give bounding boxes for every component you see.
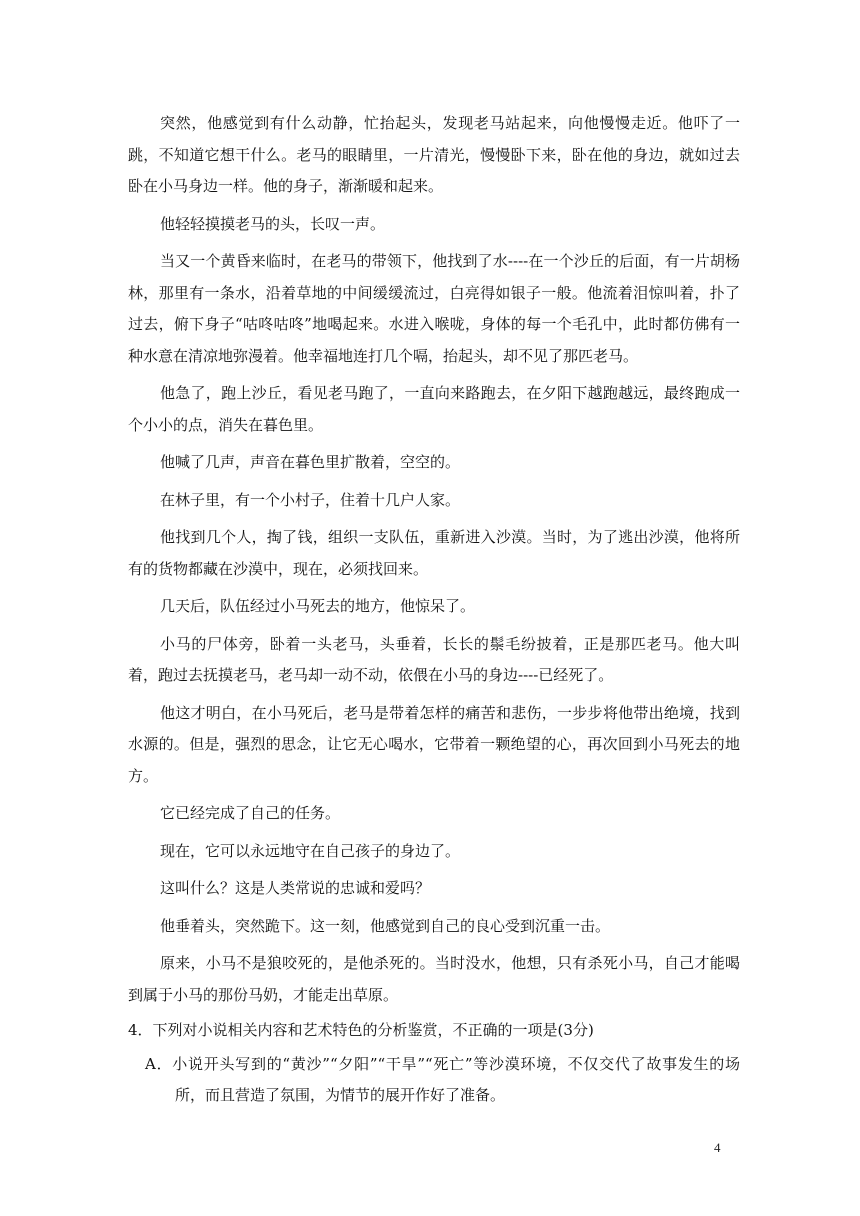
paragraph-11: 它已经完成了自己的任务。 bbox=[160, 804, 341, 822]
page-number: 4 bbox=[714, 1140, 721, 1155]
paragraph-6: 在林子里，有一个小村子，住着十几户人家。 bbox=[160, 490, 461, 509]
option-a: A．小说开头写到的“黄沙”“夕阳”“干旱”“死亡”等沙漠环境，不仅交代了故事发生的场所，而且营造了氛围，为情节的展开作好了准备。 bbox=[145, 1054, 740, 1104]
paragraph-3: 当又一个黄昏来临时，在老马的带领下，他找到了水----在一个沙丘的后面，有一片胡杨林，那里有一条水，沿着草地的中间缓缓流过，白亮得如银子一般。他流着泪惊叫着，扑了过去，俯下身子“咕咚咕咚”地喝起来。水进入喉咙，身体的每一个毛孔中，此时都仿佛有一种水意在清凉地弥漫着。他幸福地连打几个嗝，抬起头，却不见了那匹老马。 bbox=[128, 252, 740, 365]
paragraph-2: 他轻轻摸摸老马的头，长叹一声。 bbox=[160, 214, 386, 233]
paragraph-10: 他这才明白，在小马死后，老马是带着怎样的痛苦和悲伤，一步步将他带出绝境，找到水源的。但是，强烈的思念，让它无心喝水，它带着一颗绝望的心，再次回到小马死去的地方。 bbox=[128, 703, 740, 785]
paragraph-4: 他急了，跑上沙丘，看见老马跑了，一直向来路跑去，在夕阳下越跑越远，最终跑成一个小小的点，消失在暮色里。 bbox=[128, 384, 740, 434]
paragraph-15: 原来，小马不是狼咬死的，是他杀死的。当时没水，他想，只有杀死小马，自己才能喝到属于小马的那份马奶，才能走出草原。 bbox=[128, 954, 740, 1004]
paragraph-13: 这叫什么？这是人类常说的忠诚和爱吗？ bbox=[160, 879, 431, 897]
paragraph-8: 几天后，队伍经过小马死去的地方，他惊呆了。 bbox=[160, 597, 476, 615]
paragraph-14: 他垂着头，突然跪下。这一刻，他感觉到自己的良心受到沉重一击。 bbox=[160, 916, 611, 935]
page-content bbox=[128, 108, 740, 1112]
question-4: 4．下列对小说相关内容和艺术特色的分析鉴赏，不正确的一项是(3分) bbox=[128, 1021, 594, 1039]
paragraph-5: 他喊了几声，声音在暮色里扩散着，空空的。 bbox=[160, 453, 461, 471]
paragraph-12: 现在，它可以永远地守在自己孩子的身边了。 bbox=[160, 841, 461, 860]
paragraph-7: 他找到几个人，掏了钱，组织一支队伍，重新进入沙漠。当时，为了逃出沙漠，他将所有的货物都藏在沙漠中，现在，必须找回来。 bbox=[128, 528, 740, 578]
paragraph-9: 小马的尸体旁，卧着一头老马，头垂着，长长的鬃毛纷披着，正是那匹老马。他大叫着，跑过去抚摸老马，老马却一动不动，依偎在小马的身边----已经死了。 bbox=[128, 634, 740, 684]
paragraph-1: 突然，他感觉到有什么动静，忙抬起头，发现老马站起来，向他慢慢走近。他吓了一跳，不知道它想干什么。老马的眼睛里，一片清光，慢慢卧下来，卧在他的身边，就如过去卧在小马身边一样。他的身子，渐渐暖和起来。 bbox=[128, 114, 740, 195]
